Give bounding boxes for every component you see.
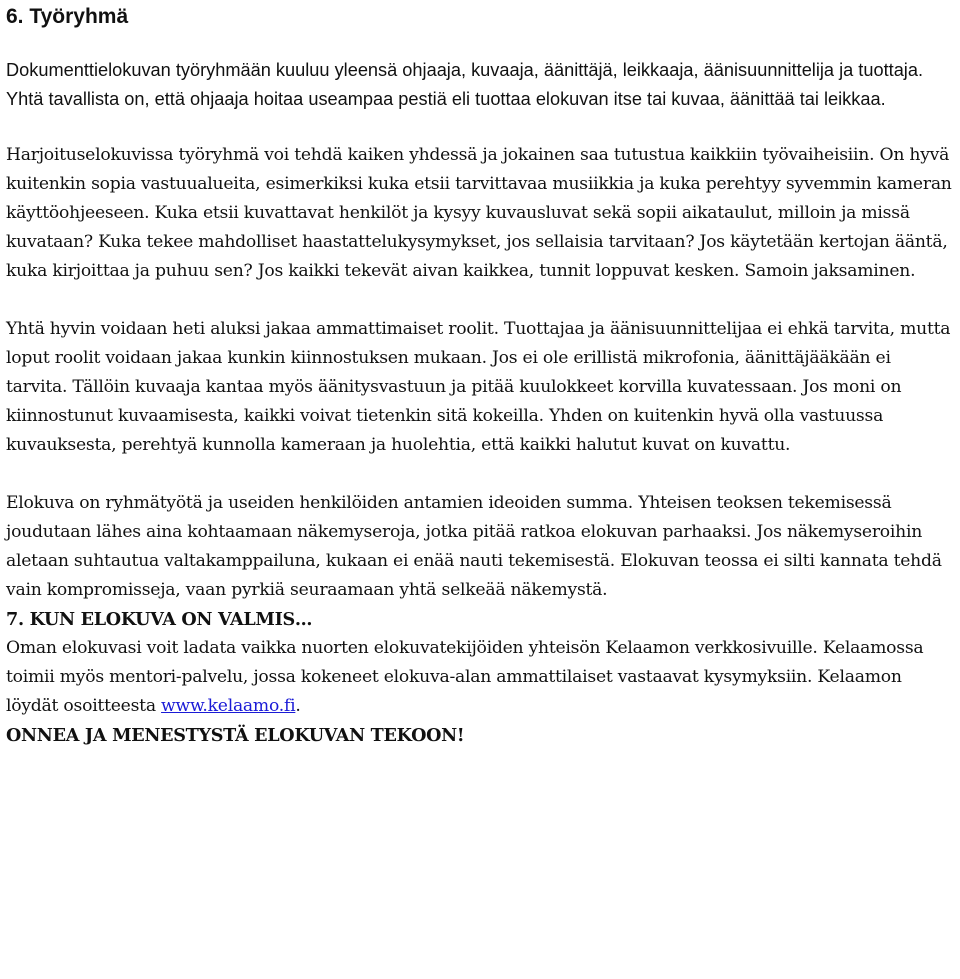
kelaamo-link[interactable]: www.kelaamo.fi [161,696,296,716]
section-6-paragraph-4: Elokuva on ryhmätyötä ja useiden henkilöiden antamien ideoiden summa. Yhteisen teoksen tekemisessä joudutaan lähes aina kohtaamaan näkemyseroja, jotka pitää ratkoa elokuvan parhaaksi. Jos näkemyseroihin aletaan suhtautua valtakamppailuna, kukaan ei enää nauti tekemisestä. Elokuvan teossa ei silti kannata tehdä vain kompromisseja, vaan pyrkiä seuraamaan yhtä selkeää näkemystä. [6,493,942,600]
document-page [6,0,956,750]
section-6-paragraph-1: Dokumenttielokuvan työryhmään kuuluu yleensä ohjaaja, kuvaaja, äänittäjä, leikkaaja, äänisuunnittelija ja tuottaja. Yhtä tavallista on, että ohjaaja hoitaa useampaa pestiä eli tuottaa elokuvan itse tai kuvaa, äänittää tai leikkaa. [6,60,924,109]
closing-heading: ONNEA JA MENESTYSTÄ ELOKUVAN TEKOON! [6,725,465,746]
section-6-paragraph-2: Harjoituselokuvissa työryhmä voi tehdä kaiken yhdessä ja jokainen saa tutustua kaikkiin työvaiheisiin. On hyvä kuitenkin sopia vastuualueita, esimerkiksi kuka etsii tarvittavaa musiikkia ja kuka perehtyy syvemmin kameran käyttöohjeeseen. Kuka etsii kuvattavat henkilöt ja kysyy kuvausluvat sekä sopii aikataulut, milloin ja missä kuvataan? Kuka tekee mahdolliset haastattelukysymykset, jos sellaisia tarvitaan? Jos käytetään kertojan ääntä, kuka kirjoittaa ja puhuu sen? Jos kaikki tekevät aivan kaikkea, tunnit loppuvat kesken. Samoin jaksaminen. [6,145,952,281]
section-7-heading: 7. KUN ELOKUVA ON VALMIS… [6,609,313,630]
section-7-text-end: . [295,696,301,716]
section-7-paragraph [6,634,956,721]
section-7-text: Oman elokuvasi voit ladata vaikka nuorten elokuvatekijöiden yhteisön Kelaamon verkkosivuille. Kelaamossa toimii myös mentori-palvelu, jossa kokeneet elokuva-alan ammattilaiset vastaavat kysymyksiin. Kelaamon löydät osoitteesta [6,638,924,716]
section-6-heading: 6. Työryhmä [6,5,129,28]
section-6-paragraph-3: Yhtä hyvin voidaan heti aluksi jakaa ammattimaiset roolit. Tuottajaa ja äänisuunnittelijaa ei ehkä tarvita, mutta loput roolit voidaan jakaa kunkin kiinnostuksen mukaan. Jos ei ole erillistä mikrofonia, äänittäjääkään ei tarvita. Tällöin kuvaaja kantaa myös äänitysvastuun ja pitää kuulokkeet korvilla kuvatessaan. Jos moni on kiinnostunut kuvaamisesta, kaikki voivat tietenkin sitä kokeilla. Yhden on kuitenkin hyvä olla vastuussa kuvauksesta, perehtyä kunnolla kameraan ja huolehtia, että kaikki halutut kuvat on kuvattu. [6,319,951,455]
